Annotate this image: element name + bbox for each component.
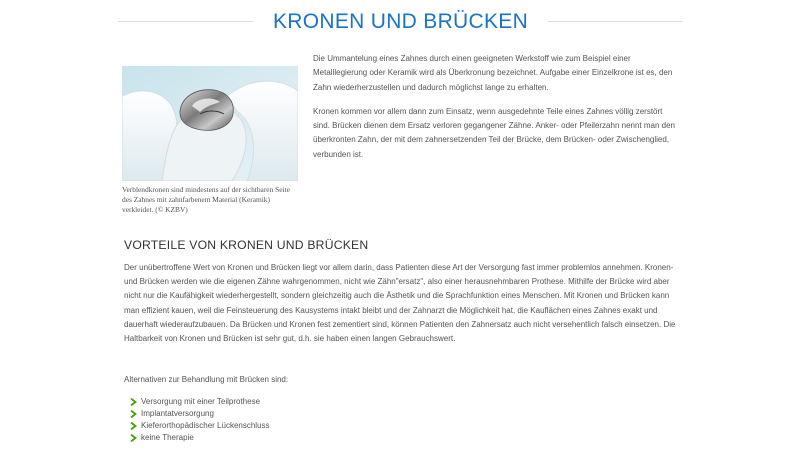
alternatives-intro: Alternativen zur Behandlung mit Brücken sind:	[124, 375, 289, 384]
list-item-label: keine Therapie	[141, 433, 194, 442]
list-item-label: Implantatversorgung	[141, 409, 214, 418]
list-item	[130, 396, 270, 408]
intro-paragraph-2: Kronen kommen vor allem dann zum Einsatz, wenn ausgedehnte Teile eines Zahnes völlig zerstört sind. Brücken dienen dem Ersatz verloren gegangener Zähne. Anker- oder Pfeilerzahn nennt man den überkronten Zahn, der mit dem zahnersetzenden Teil der Brücke, dem Brücken- oder Zwischenglied, verbunden ist.	[313, 106, 675, 159]
list-item	[130, 432, 270, 444]
figure-caption: Verblendkronen sind mindestens auf der sichtbaren Seite des Zahnes mit zahnfarbenem Material (Keramik) verkleidet. (© KZBV)	[122, 185, 290, 215]
list-item-label: Versorgung mit einer Teilprothese	[141, 397, 261, 406]
chevron-right-icon	[130, 410, 137, 418]
page-title: KRONEN UND BRÜCKEN	[272, 10, 529, 33]
section-heading: VORTEILE VON KRONEN UND BRÜCKEN	[124, 238, 369, 252]
tooth-crown-image	[122, 66, 298, 181]
title-row	[118, 10, 683, 34]
tooth-figure	[122, 66, 298, 216]
list-item-label: Kieferorthopädischer Lückenschluss	[141, 421, 270, 430]
advantages-text	[124, 261, 684, 346]
intro-text	[313, 52, 681, 172]
list-item	[130, 408, 270, 420]
chevron-right-icon	[130, 398, 137, 406]
chevron-right-icon	[130, 434, 137, 442]
intro-paragraph-1: Die Ummantelung eines Zahnes durch einen geeigneten Werkstoff wie zum Beispiel einer Metalllegierung oder Keramik wird als Überkronung bezeichnet. Aufgabe einer Einzelkrone ist es, den Zahn wiederherzustellen und dadurch möglichst lange zu erhalten.	[313, 54, 673, 92]
chevron-right-icon	[130, 422, 137, 430]
advantages-paragraph: Der unübertroffene Wert von Kronen und Brücken liegt vor allem darin, dass Patienten diese Art der Versorgung fast immer problemlos annehmen. Kronen- und Brücken werden wie die eigenen Zähne wahrgenommen, nicht wie Zähn"ersatz", also einer herausnehmbaren Prothese. Mithilfe der Brücke wird aber nicht nur die Kaufähigkeit wiederhergestellt, sondern gleichzeitig auch die Ästhetik und die Sprachfunktion eines Menschen. Mit Kronen und Brücken kann man effizient kauen, weil die Feinsteuerung des Kausystems intakt bleibt und der Zahnarzt die Möglichkeit hat, die Kauflächen eines Zahnes exakt und dauerhaft wiederaufzubauen. Da Brücken und Kronen fest zementiert sind, können Patienten den Zahnersatz auch nicht versehentlich falsch einsetzen. Die Haltbarkeit von Kronen und Brücken ist sehr gut, d.h. sie haben einen langen Gebrauchswert.	[124, 263, 676, 344]
alternatives-list	[130, 396, 270, 444]
list-item	[130, 420, 270, 432]
